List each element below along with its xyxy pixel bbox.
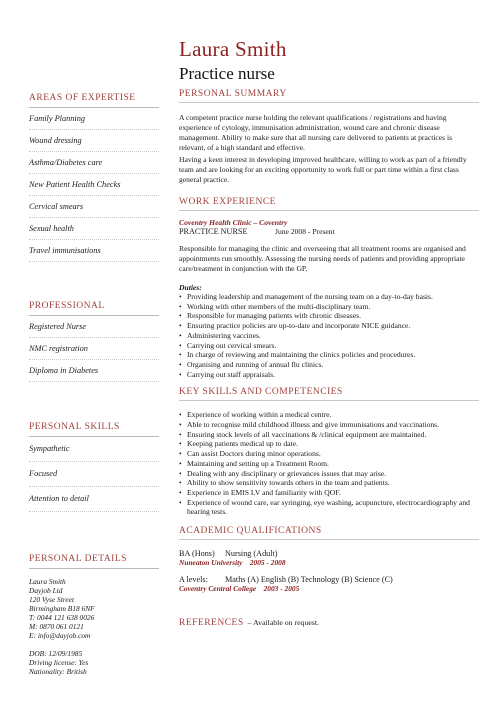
work-section <box>179 197 479 379</box>
list-item: • Dealing with any disciplinary or grievances issues that may arise. <box>179 469 479 479</box>
list-item: • Responsible for managing patients with chronic diseases. <box>179 311 479 321</box>
qualification-dates: 2003 - 2005 <box>263 584 300 594</box>
section-title-expertise: AREAS OF EXPERTISE <box>29 93 136 103</box>
list-item: Wound dressing <box>29 130 159 152</box>
academic-section <box>179 526 479 593</box>
list-item: • Ability to show sensitivity towards others in the team and patients. <box>179 478 479 488</box>
list-item: New Patient Health Checks <box>29 174 159 196</box>
job-description: Responsible for managing the clinic and overseeing that all treatment rooms are organised and appointments run smoothly. Assessing the nursing needs of patients and providing appropriate care/treatment in conjunction with the GP. <box>179 244 466 273</box>
divider <box>179 539 479 540</box>
expertise-list <box>29 108 159 262</box>
duties-list <box>179 292 479 379</box>
job-role: Practice nurse <box>179 64 275 83</box>
list-item: • Ensuring stock levels of all vaccinations & /clinical equipment are maintained. <box>179 430 479 440</box>
qualification-row <box>179 549 479 558</box>
candidate-name: Laura Smith <box>179 37 287 61</box>
section-title-details: PERSONAL DETAILS <box>29 554 127 564</box>
summary-paragraph: Having a keen interest in developing improved healthcare, willing to work as part of a friendly team and are looking for an exciting opportunity to work full or part time within a first class general practice. <box>179 155 467 184</box>
institution: Coventry Central College <box>179 584 257 594</box>
section-title-academic: ACADEMIC QUALIFICATIONS <box>179 526 322 537</box>
detail-line: E: info@dayjob.com <box>29 631 91 640</box>
employer: Coventry Health Clinic – Coventry <box>179 218 288 227</box>
list-item: • Experience of working within a medical centre. <box>179 410 479 420</box>
list-item: • Providing leadership and management of the nursing team on a day-to-day basis. <box>179 292 479 302</box>
divider <box>179 400 479 401</box>
list-item: • In charge of reviewing and maintaining the clinics policies and procedures. <box>179 350 479 360</box>
qualification-subject: Maths (A) English (B) Technology (B) Science (C) <box>225 575 393 585</box>
job-title: PRACTICE NURSE <box>179 227 248 236</box>
section-title-skills: PERSONAL SKILLS <box>29 422 120 432</box>
list-item: • Ensuring practice policies are up-to-date and incorporate NICE guidance. <box>179 321 479 331</box>
list-item: Registered Nurse <box>29 316 159 338</box>
qualification-type: BA (Hons) <box>179 549 215 559</box>
summary-section <box>179 89 479 185</box>
divider <box>29 568 159 569</box>
section-title-work: WORK EXPERIENCE <box>179 197 276 207</box>
qualification-institution-row <box>179 558 479 567</box>
list-item: • Can assist Doctors during minor operations. <box>179 449 479 459</box>
detail-line: Laura Smith <box>29 577 66 586</box>
list-item: • Keeping patients medical up to date. <box>179 439 479 449</box>
detail-line: T: 0044 121 638 0026 <box>29 613 95 622</box>
detail-line: Birmingham B18 6NF <box>29 604 95 613</box>
personal-info <box>29 649 159 676</box>
section-title-summary: PERSONAL SUMMARY <box>179 89 287 99</box>
details-section <box>29 554 159 676</box>
divider <box>179 210 479 211</box>
divider <box>179 102 479 103</box>
job-dates: June 2008 - Present <box>275 227 335 236</box>
institution: Nuneaton University <box>179 558 243 568</box>
list-item: Sympathetic <box>29 437 159 462</box>
list-item: • Working with other members of the multi-disciplinary team. <box>179 302 479 312</box>
list-item: Attention to detail <box>29 487 159 512</box>
professional-section <box>29 301 159 382</box>
qualification-subject: Nursing (Adult) <box>225 549 278 559</box>
section-title-competencies: KEY SKILLS AND COMPETENCIES <box>179 387 343 398</box>
detail-line: Dayjob Ltd <box>29 586 63 595</box>
list-item: Cervical smears <box>29 196 159 218</box>
left-column <box>29 93 159 676</box>
qualification-dates: 2005 - 2008 <box>249 558 286 568</box>
list-item: • Able to recognise mild childhood illness and give immunisations and vaccinations. <box>179 420 479 430</box>
skills-list <box>29 437 159 512</box>
list-item: • Experience of wound care, ear syringing, eye washing, acupuncture, electrocardiography and hearing tests. <box>179 498 479 517</box>
references-text: – Available on request. <box>247 618 319 628</box>
list-item: Family Planning <box>29 108 159 130</box>
list-item: Travel immunisations <box>29 240 159 262</box>
professional-list <box>29 316 159 382</box>
detail-line: Driving license: Yes <box>29 658 89 667</box>
list-item: • Carrying out staff appraisals. <box>179 370 479 380</box>
skills-section <box>29 422 159 512</box>
job-line <box>179 227 479 236</box>
contact-details <box>29 577 159 640</box>
references-section <box>179 612 479 630</box>
qualification-type: A levels: <box>179 575 208 585</box>
qualification-institution-row <box>179 584 479 593</box>
qualification-row <box>179 575 479 584</box>
section-title-professional: PROFESSIONAL <box>29 301 105 311</box>
list-item: Sexual health <box>29 218 159 240</box>
duties-label: Duties: <box>179 283 202 292</box>
list-item: Focused <box>29 462 159 487</box>
detail-line: DOB: 12/09/1985 <box>29 649 83 658</box>
list-item: • Maintaining and setting up a Treatment Room. <box>179 459 479 469</box>
list-item: Diploma in Diabetes <box>29 360 159 382</box>
list-item: NMC registration <box>29 338 159 360</box>
competencies-list <box>179 410 479 517</box>
detail-line: M: 0870 061 0121 <box>29 622 84 631</box>
right-column <box>179 89 479 630</box>
list-item: • Carrying out cervical smears. <box>179 341 479 351</box>
list-item: • Administering vaccines. <box>179 331 479 341</box>
competencies-section <box>179 387 479 517</box>
list-item: Asthma/Diabetes care <box>29 152 159 174</box>
detail-line: 120 Vyse Street <box>29 595 75 604</box>
expertise-section <box>29 93 159 262</box>
list-item: • Organising and running of annual flu clinics. <box>179 360 479 370</box>
section-title-references: REFERENCES <box>179 618 244 629</box>
detail-line: Nationality: British <box>29 667 87 676</box>
list-item: • Experience in EMIS LV and familiarity with QOF. <box>179 488 479 498</box>
summary-paragraph: A competent practice nurse holding the relevant qualifications / registrations and having experience of cytology, immunisation administration, wound care and chronic disease management. Ability to make sure that all nursing care delivered to patients at practices is relevant, of a high standard and effective. <box>179 113 453 152</box>
